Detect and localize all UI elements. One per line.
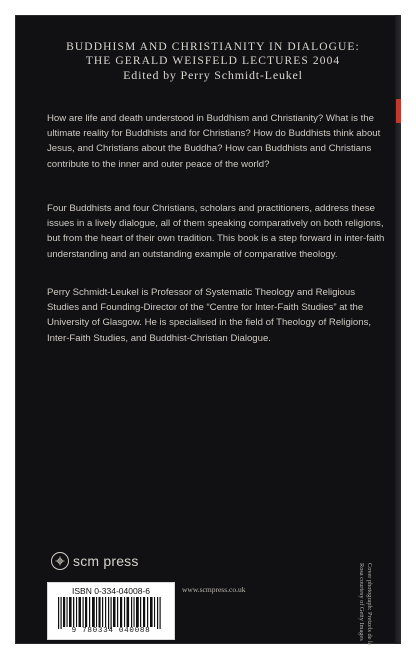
emblem-icon xyxy=(54,555,66,567)
blurb-paragraph-1: How are life and death understood in Buddhism and Christianity? What is the ultimate reality for Buddhists and for Christians? How do Buddhists think about Jesus, and Christians about the Buddha? How can Buddhists and Christians contribute to the inner and outer peace of the world? xyxy=(47,113,381,170)
cover-photo-credit: Cover photograph: Pretzels de la Rosa courtesy of Getty Images xyxy=(358,563,373,646)
barcode xyxy=(54,597,168,629)
publisher-emblem-icon xyxy=(51,552,69,570)
title-line-1: BUDDHISM AND CHRISTIANITY IN DIALOGUE: xyxy=(66,41,360,53)
book-back-cover xyxy=(15,15,401,644)
barcode-digits: 9 780334 040088 xyxy=(71,627,151,635)
title-line-2: THE GERALD WEISFELD LECTURES 2004 xyxy=(85,55,341,67)
red-edge-mark xyxy=(396,99,401,123)
author-bio: Perry Schmidt-Leukel is Professor of Systematic Theology and Religious Studies and Founding-Director of the “Centre for Inter-Faith Studies” at the University of Glasgow. He is specialised in the field of Theology of Religions, Inter-Faith Studies, and Buddhist-Christian Dialogue. xyxy=(47,287,372,344)
editor-line: Edited by Perry Schmidt-Leukel xyxy=(123,68,303,82)
isbn-label: ISBN 0-334-04008-6 xyxy=(72,586,150,596)
publisher-name: scm press xyxy=(73,553,139,569)
title-block xyxy=(33,40,393,83)
blurb-paragraph-2: Four Buddhists and four Christians, scholars and practitioners, address these issues in a lively dialogue, all of them speaking comparatively on both religions, but from the heart of their own tradition. This book is a step forward in inter-faith understanding and an outstanding example of comparative theology. xyxy=(47,203,385,260)
barcode-box xyxy=(47,582,175,640)
publisher-logo xyxy=(51,552,139,570)
publisher-website: www.scmpress.co.uk xyxy=(182,585,246,594)
